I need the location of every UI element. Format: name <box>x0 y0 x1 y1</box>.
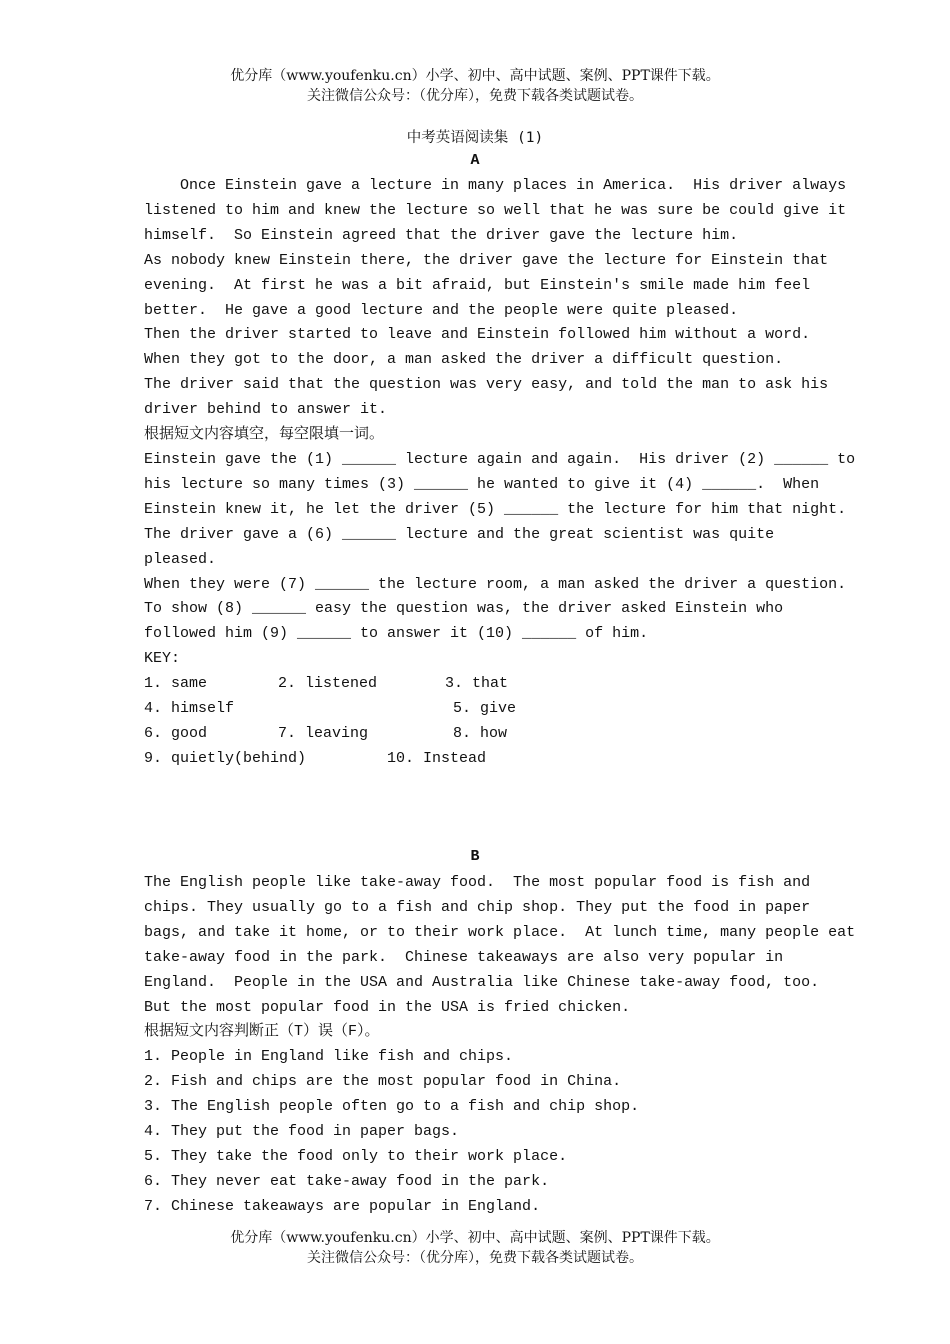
question-item: 5. They take the food only to their work place. <box>144 1147 568 1165</box>
answer-key-item: 9. quietly(behind) <box>144 749 307 767</box>
text-line: chips. They usually go to a fish and chip shop. They put the food in paper <box>144 898 811 916</box>
text-line: pleased. <box>144 550 217 568</box>
section-a-body <box>144 174 856 772</box>
text-line: listened to him and knew the lecture so well that he was sure be could give it <box>144 201 847 219</box>
answer-key-item: 5. give <box>453 700 517 718</box>
text-line: followed him (9) ______ to answer it (10) ______ of him. <box>144 625 649 643</box>
question-item: 7. Chinese takeaways are popular in England. <box>144 1197 541 1215</box>
text-line: But the most popular food in the USA is fried chicken. <box>144 998 631 1016</box>
answer-key-item: 3. that <box>445 675 509 693</box>
text-line: When they were (7) ______ the lecture room, a man asked the driver a question. <box>144 575 847 593</box>
answer-key-row <box>144 747 824 772</box>
answer-key-row <box>144 722 824 747</box>
section-b-label: B <box>470 848 480 865</box>
text-line: evening. At first he was a bit afraid, but Einstein's smile made him feel <box>144 276 811 294</box>
page-footer <box>0 1228 950 1268</box>
text-line: Einstein knew it, he let the driver (5) ______ the lecture for him that night. <box>144 500 847 518</box>
answer-key-item: 10. Instead <box>387 749 487 767</box>
section-b-body <box>144 871 856 1220</box>
answer-key-row <box>144 697 824 722</box>
document-title: 中考英语阅读集 (1) <box>406 130 544 146</box>
text-line: To show (8) ______ easy the question was, the driver asked Einstein who <box>144 600 784 618</box>
text-line: The English people like take-away food. The most popular food is fish and <box>144 874 811 891</box>
answer-key-row <box>144 672 824 697</box>
header-line-2: 关注微信公众号：（优分库），免费下载各类试题试卷。 <box>307 88 643 104</box>
text-line: bags, and take it home, or to their work place. At lunch time, many people eat <box>144 923 856 941</box>
instruction-line: 根据短文内容填空，每空限填一词。 <box>144 426 385 444</box>
footer-line-1: 优分库（www.youfenku.cn）小学、初中、高中试题、案例、PPT课件下载。 <box>230 1230 720 1246</box>
answer-key-item: 1. same <box>144 675 208 693</box>
section-a-label: A <box>470 152 480 169</box>
text-line: take-away food in the park. Chinese takeaways are also very popular in <box>144 948 784 966</box>
text-line: Then the driver started to leave and Einstein followed him without a word. <box>144 326 811 344</box>
text-line: driver behind to answer it. <box>144 401 388 419</box>
text-line: Once Einstein gave a lecture in many places in America. His driver always <box>144 177 847 194</box>
text-line: England. People in the USA and Australia like Chinese take-away food, too. <box>144 973 820 991</box>
key-heading: KEY: <box>144 650 181 668</box>
answer-key-item: 6. good <box>144 724 208 742</box>
instruction-line: 根据短文内容判断正（T）误（F）。 <box>144 1023 380 1041</box>
question-item: 3. The English people often go to a fish and chip shop. <box>144 1098 640 1116</box>
text-line: Einstein gave the (1) ______ lecture again and again. His driver (2) ______ to <box>144 450 856 468</box>
text-line: better. He gave a good lecture and the people were quite pleased. <box>144 301 739 319</box>
text-line: The driver gave a (6) ______ lecture and the great scientist was quite <box>144 525 775 543</box>
question-item: 1. People in England like fish and chips. <box>144 1048 514 1066</box>
page-header <box>0 66 950 106</box>
question-item: 4. They put the food in paper bags. <box>144 1123 460 1141</box>
text-line: himself. So Einstein agreed that the driver gave the lecture him. <box>144 226 739 244</box>
answer-key-item: 8. how <box>453 724 508 742</box>
question-item: 6. They never eat take-away food in the park. <box>144 1172 550 1190</box>
question-item: 2. Fish and chips are the most popular food in China. <box>144 1073 622 1091</box>
footer-line-2: 关注微信公众号：（优分库），免费下载各类试题试卷。 <box>307 1250 643 1266</box>
answer-key-item: 2. listened <box>278 675 378 693</box>
text-line: As nobody knew Einstein there, the driver gave the lecture for Einstein that <box>144 251 829 269</box>
answer-key-item: 4. himself <box>144 700 235 718</box>
text-line: When they got to the door, a man asked the driver a difficult question. <box>144 351 784 369</box>
text-line: his lecture so many times (3) ______ he wanted to give it (4) ______. When <box>144 475 820 493</box>
header-line-1: 优分库（www.youfenku.cn）小学、初中、高中试题、案例、PPT课件下载。 <box>230 68 720 84</box>
text-line: The driver said that the question was very easy, and told the man to ask his <box>144 376 829 394</box>
answer-key-item: 7. leaving <box>278 724 369 742</box>
